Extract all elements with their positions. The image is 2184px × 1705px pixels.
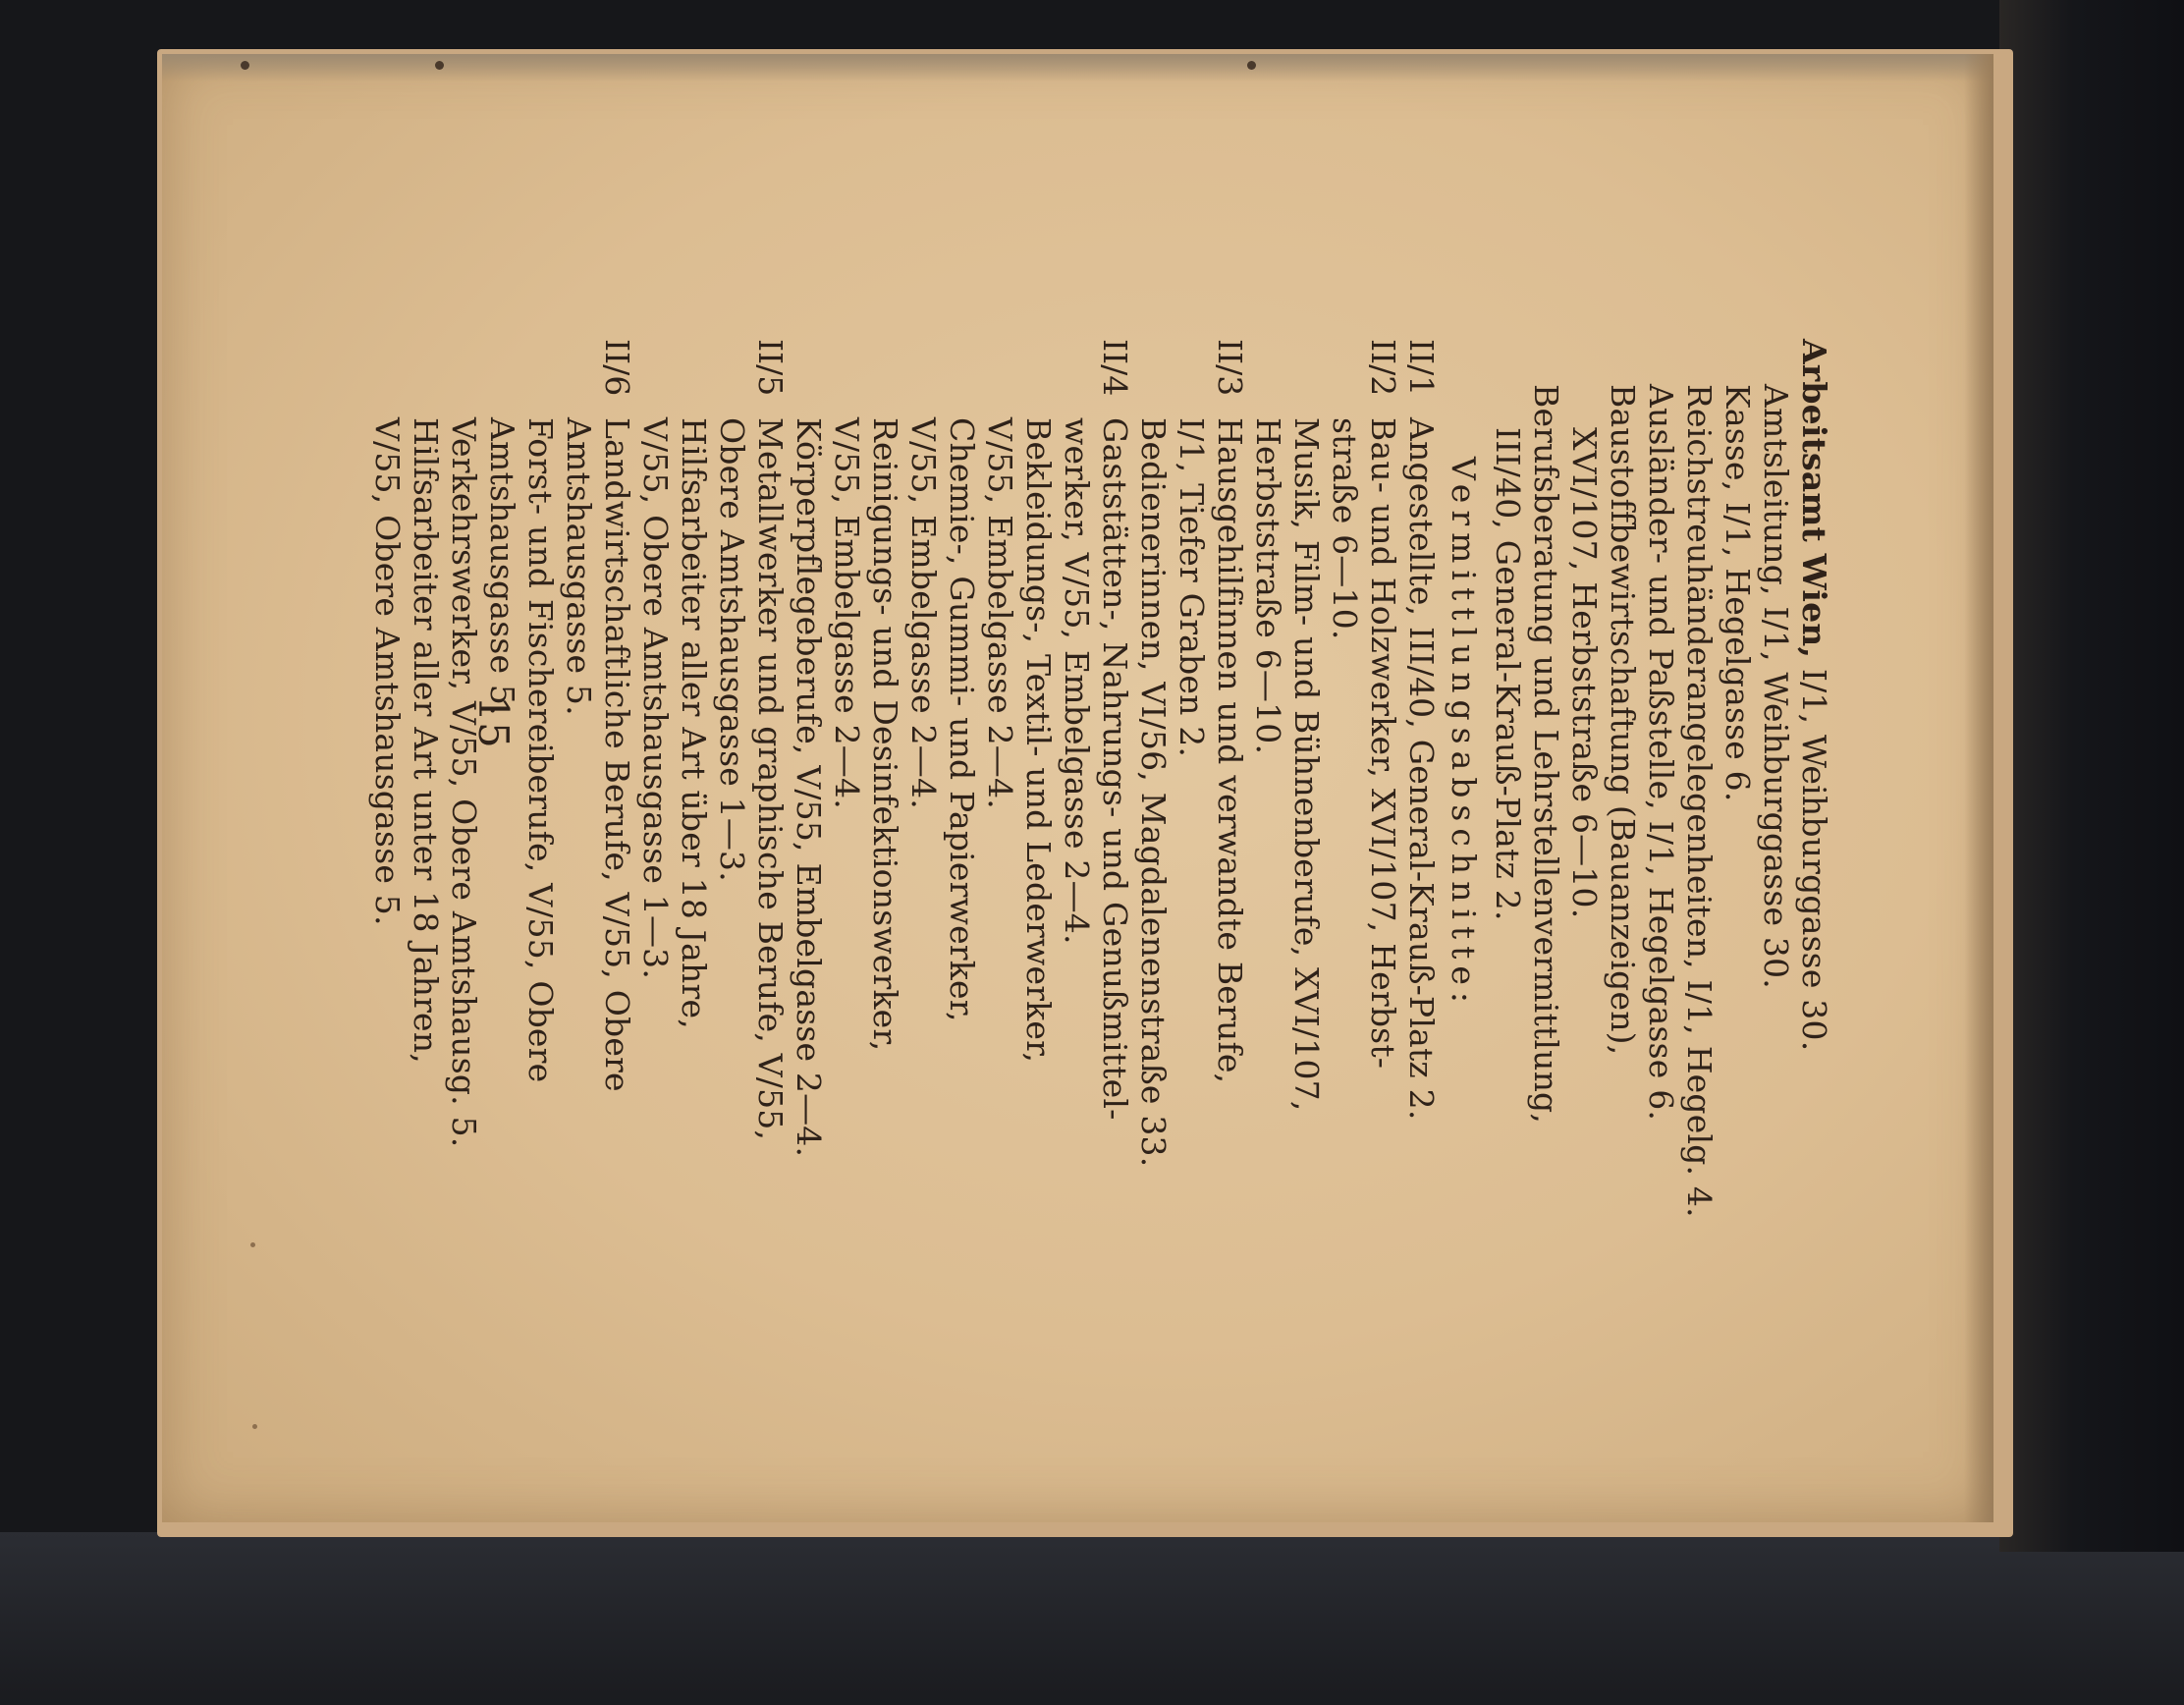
entry-line: V/55, Embelgasse 2—4. [981,417,1019,809]
entry-line: Bedienerinnen, VI/56, Magdalenenstraße 33. [1134,417,1173,1168]
text-line: Reichstreuhänderangelegenheiten, I/1, Hegelg. 4. [1680,384,1719,1218]
entry-line: V/55, Embelgasse 2—4. [904,417,943,809]
entry-line: Gaststätten-, Nahrungs- und Genußmittel- [1096,417,1134,1121]
entry-line: Hausgehilfinnen und verwandte Berufe, [1211,417,1249,1084]
entry-code: II/5 [751,339,790,397]
paper-fleck [252,1424,257,1429]
entry-line: straße 6—10. [1326,417,1364,640]
entry-line: Herbststraße 6—10. [1249,417,1287,755]
office-address: I/1, Weihburggasse 30. [1795,658,1833,1052]
entry-line: Bau- und Holzwerker, XVI/107, Herbst- [1364,417,1402,1070]
entry-line: Hilfsarbeiter aller Art über 18 Jahre, [675,417,713,1029]
entry-line: I/1, Tiefer Graben 2. [1173,417,1211,758]
entry-line: Obere Amtshausgasse 1—3. [713,417,751,882]
page-fold-shadow [1964,54,1993,1522]
text-line: Baustoffbewirtschaftung (Bauanzeigen), [1604,384,1642,1056]
entry-line: Körperpflegeberufe, V/55, Embelgasse 2—4. [790,417,828,1158]
book-cover-spine [1999,0,2184,1552]
text-line: Berufsberatung und Lehrstellenvermittlung, [1527,384,1565,1125]
page-text-block [368,339,1833,1218]
binding-stitch [241,61,249,70]
entry-line: Bekleidungs-, Textil- und Lederwerker, [1019,417,1058,1064]
section-heading: Vermittlungsabschnitte: [1445,457,1483,1011]
entry-line: werker, V/55, Embelgasse 2—4. [1058,417,1096,945]
paper-fleck [250,1242,255,1247]
text-line: Kasse, I/1, Hegelgasse 6. [1719,384,1757,802]
entry-line: Angestellte, III/40, General-Krauß-Platz 2. [1402,417,1441,1121]
entry-line: V/55, Obere Amtshausgasse 1—3. [636,417,675,980]
text-line: III/40, General-Krauß-Platz 2. [1489,427,1527,921]
entry-code: II/3 [1211,339,1249,397]
entry-line: Amtshausgasse 5. [483,417,521,716]
book-cover-bottom [0,1532,2184,1705]
entry-line: Amtshausgasse 5. [560,417,598,716]
text-line: Ausländer- und Paßstelle, I/1, Hegelgasse 6. [1642,384,1680,1122]
binding-stitch [1247,61,1256,70]
entry-line: V/55, Embelgasse 2—4. [828,417,866,809]
entry-line: V/55, Obere Amtshausgasse 5. [368,417,407,926]
page-number: 15 [469,695,518,748]
entry-code: II/2 [1364,339,1402,397]
entry-line: Forst- und Fischereiberufe, V/55, Obere [521,417,560,1083]
entry-code: II/4 [1096,339,1134,397]
entry-line: Verkehrswerker, V/55, Obere Amtshausg. 5. [445,417,483,1148]
entry-line: Musik, Film- und Bühnenberufe, XVI/107, [1287,417,1326,1112]
entry-line: Chemie-, Gummi- und Papierwerker, [943,417,981,1022]
entry-code: II/6 [598,339,636,397]
header-line [1795,339,1833,1051]
entry-line: Reinigungs- und Desinfektionswerker, [866,417,904,1052]
office-name: Arbeitsamt Wien, [1795,339,1833,659]
binding-stitch [435,61,444,70]
entry-line: Metallwerker und graphische Berufe, V/55, [751,417,790,1141]
text-line: XVI/107, Herbststraße 6—10. [1565,427,1604,919]
text-line: Amtsleitung, I/1, Weihburggasse 30. [1757,384,1795,989]
entry-line: Hilfsarbeiter aller Art unter 18 Jahren, [407,417,445,1064]
entry-code: II/1 [1402,339,1441,397]
entry-line: Landwirtschaftliche Berufe, V/55, Obere [598,417,636,1092]
